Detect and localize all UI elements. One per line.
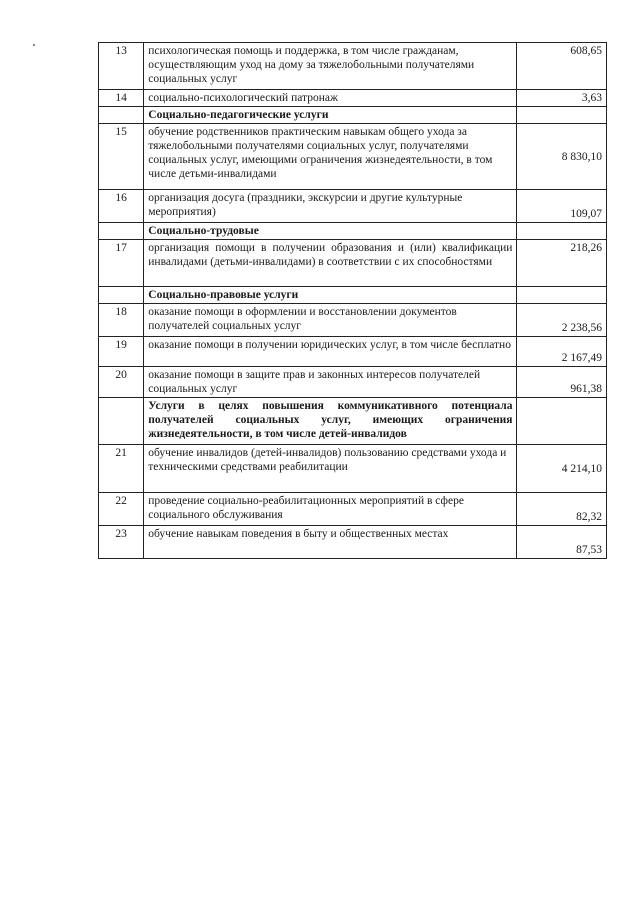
service-description: психологическая помощь и поддержка, в том числе гражданам, осуществляющим уход на дому за тяжелобольными получателями социальных услуг [144, 43, 517, 90]
section-number-cell [99, 223, 144, 240]
section-title: Социально-правовые услуги [144, 287, 517, 304]
service-price: 3,63 [517, 90, 607, 107]
service-price: 961,38 [517, 367, 607, 398]
service-price: 82,32 [517, 493, 607, 526]
services-table-body [99, 43, 607, 559]
service-description: организация досуга (праздники, экскурсии и другие культурные мероприятия) [144, 190, 517, 223]
section-value-cell [517, 107, 607, 124]
table-row [99, 240, 607, 287]
table-row [99, 43, 607, 90]
services-price-table [98, 42, 607, 559]
row-number: 19 [99, 337, 144, 367]
service-description: оказание помощи в получении юридических услуг, в том числе бесплатно [144, 337, 517, 367]
table-row [99, 526, 607, 559]
section-number-cell [99, 107, 144, 124]
service-description: оказание помощи в защите прав и законных интересов получателей социальных услуг [144, 367, 517, 398]
service-price: 87,53 [517, 526, 607, 559]
section-number-cell [99, 287, 144, 304]
table-row [99, 124, 607, 190]
section-value-cell [517, 287, 607, 304]
section-title: Услуги в целях повышения коммуникативного потенциала получателей социальных услуг, имеющих ограничения жизнедеятельности, в том числе детей-инвалидов [144, 398, 517, 445]
row-number: 16 [99, 190, 144, 223]
row-number: 22 [99, 493, 144, 526]
service-price: 2 167,49 [517, 337, 607, 367]
table-row [99, 190, 607, 223]
section-number-cell [99, 398, 144, 445]
section-value-cell [517, 223, 607, 240]
row-number: 17 [99, 240, 144, 287]
table-row [99, 367, 607, 398]
table-row [99, 493, 607, 526]
section-header-row [99, 398, 607, 445]
service-description: социально-психологический патронаж [144, 90, 517, 107]
row-number: 15 [99, 124, 144, 190]
table-row [99, 90, 607, 107]
service-price: 8 830,10 [517, 124, 607, 190]
row-number: 20 [99, 367, 144, 398]
service-price: 2 238,56 [517, 304, 607, 337]
section-title: Социально-педагогические услуги [144, 107, 517, 124]
service-description: проведение социально-реабилитационных мероприятий в сфере социального обслуживания [144, 493, 517, 526]
service-price: 218,26 [517, 240, 607, 287]
service-description: организация помощи в получении образования и (или) квалификации инвалидами (детьми-инвалидами) в соответствии с их способностями [144, 240, 517, 287]
row-number: 21 [99, 445, 144, 493]
service-price: 109,07 [517, 190, 607, 223]
row-number: 14 [99, 90, 144, 107]
section-value-cell [517, 398, 607, 445]
table-row [99, 445, 607, 493]
section-header-row [99, 287, 607, 304]
service-description: обучение родственников практическим навыкам общего ухода за тяжелобольными получателями социальных услуг, получателями социальных услуг, имеющими ограничения жизнедеятельности, в том числе детьми-инвалидами [144, 124, 517, 190]
service-price: 4 214,10 [517, 445, 607, 493]
service-price: 608,65 [517, 43, 607, 90]
section-title: Социально-трудовые [144, 223, 517, 240]
service-description: оказание помощи в оформлении и восстановлении документов получателей социальных услуг [144, 304, 517, 337]
scan-speck [33, 44, 35, 46]
row-number: 23 [99, 526, 144, 559]
table-row [99, 304, 607, 337]
service-description: обучение инвалидов (детей-инвалидов) пользованию средствами ухода и техническими средствами реабилитации [144, 445, 517, 493]
row-number: 13 [99, 43, 144, 90]
section-header-row [99, 107, 607, 124]
service-description: обучение навыкам поведения в быту и общественных местах [144, 526, 517, 559]
table-row [99, 337, 607, 367]
row-number: 18 [99, 304, 144, 337]
section-header-row [99, 223, 607, 240]
